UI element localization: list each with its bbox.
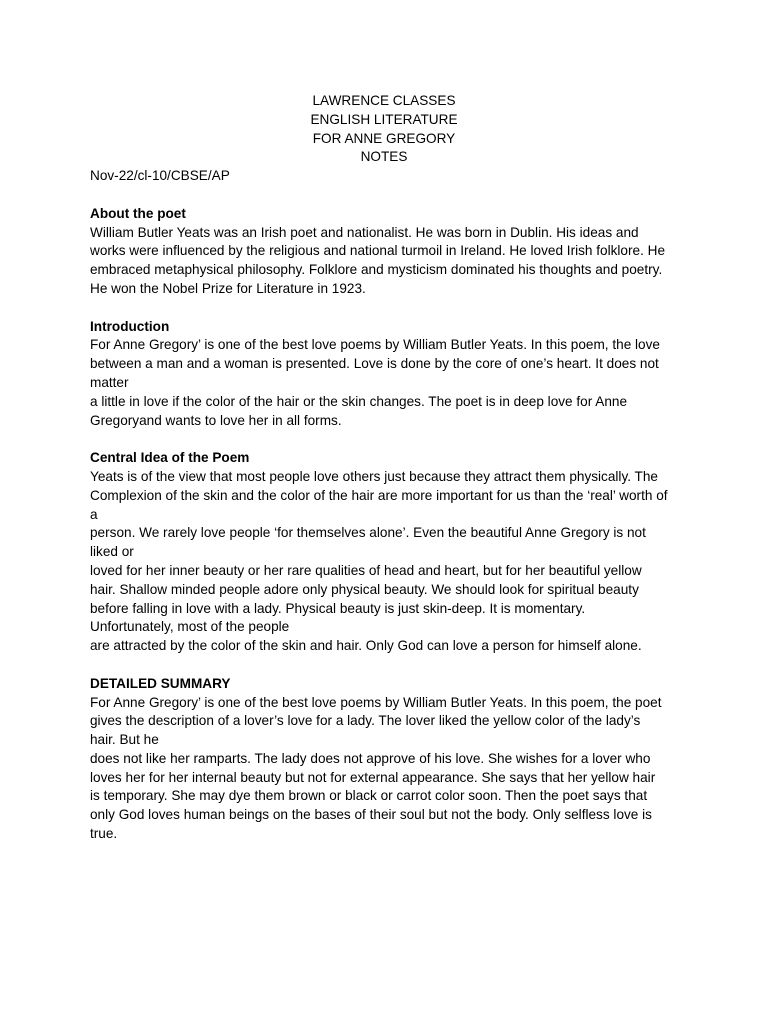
paragraph-line: works were influenced by the religious and national turmoil in Ireland. He loved Irish folklore. He <box>90 243 666 259</box>
document-header <box>90 92 678 167</box>
paragraph-line: are attracted by the color of the skin and hair. Only God can love a person for himself alone. <box>90 638 642 654</box>
paragraph-line: loves her for her internal beauty but not for external appearance. She says that her yellow hair <box>90 769 656 785</box>
paragraph-line: gives the description of a lover’s love for a lady. The lover liked the yellow color of the lady’s <box>90 713 641 729</box>
section-heading: Central Idea of the Poem <box>90 450 250 466</box>
paragraph-line: William Butler Yeats was an Irish poet and nationalist. He was born in Dublin. His ideas and <box>90 224 639 240</box>
paragraph-line: a little in love if the color of the hair or the skin changes. The poet is in deep love for Anne <box>90 393 628 409</box>
paragraph-line: Complexion of the skin and the color of the hair are more important for us than the ‘real’ worth of <box>90 487 668 503</box>
paragraph-line: true. <box>90 826 118 842</box>
paragraph-line: Unfortunately, most of the people <box>90 619 290 635</box>
paragraph-line: person. We rarely love people ‘for themselves alone’. Even the beautiful Anne Gregory is not <box>90 525 646 541</box>
header-line-institution: LAWRENCE CLASSES <box>312 93 456 108</box>
paragraph-line: embraced metaphysical philosophy. Folklore and mysticism dominated his thoughts and poetry. <box>90 262 663 278</box>
section-heading: DETAILED SUMMARY <box>90 675 231 691</box>
header-line-notes: NOTES <box>360 149 408 165</box>
paragraph-line: For Anne Gregory’ is one of the best love poems by William Butler Yeats. In this poem, the poet <box>90 694 662 710</box>
section-detailed-summary <box>90 675 698 844</box>
paragraph-line: Yeats is of the view that most people love others just because they attract them physically. The <box>90 468 658 484</box>
section-about-the-poet <box>90 205 698 299</box>
paragraph-line: between a man and a woman is presented. Love is done by the core of one’s heart. It does not <box>90 356 659 372</box>
paragraph-line: Gregoryand wants to love her in all forms. <box>90 412 342 428</box>
section-heading: Introduction <box>90 318 170 334</box>
paragraph-line: before falling in love with a lady. Physical beauty is just skin-deep. It is momentary. <box>90 600 586 616</box>
paragraph-line: loved for her inner beauty or her rare qualities of head and heart, but for her beautiful yellow <box>90 562 642 578</box>
header-line-title: FOR ANNE GREGORY <box>312 130 456 146</box>
paragraph-line: is temporary. She may dye them brown or black or carrot color soon. Then the poet says that <box>90 788 648 804</box>
paragraph-line: liked or <box>90 544 134 560</box>
document-reference: Nov-22/cl-10/CBSE/AP <box>90 168 230 184</box>
paragraph-line: He won the Nobel Prize for Literature in 1923. <box>90 280 366 296</box>
section-central-idea-of-the-poem <box>90 449 698 656</box>
section-heading: About the poet <box>90 205 186 221</box>
paragraph-line: hair. Shallow minded people adore only physical beauty. We should look for spiritual beauty <box>90 581 639 597</box>
paragraph-line: matter <box>90 374 129 390</box>
paragraph-line: only God loves human beings on the bases of their soul but not the body. Only selfless love is <box>90 807 652 823</box>
header-line-subject: ENGLISH LITERATURE <box>310 111 458 127</box>
section-introduction <box>90 318 698 431</box>
paragraph-line: does not like her ramparts. The lady does not approve of his love. She wishes for a lover who <box>90 750 651 766</box>
paragraph-line: a <box>90 506 98 522</box>
document-body <box>90 205 698 844</box>
paragraph-line: hair. But he <box>90 732 159 748</box>
paragraph-line: For Anne Gregory’ is one of the best love poems by William Butler Yeats. In this poem, the love <box>90 337 660 353</box>
